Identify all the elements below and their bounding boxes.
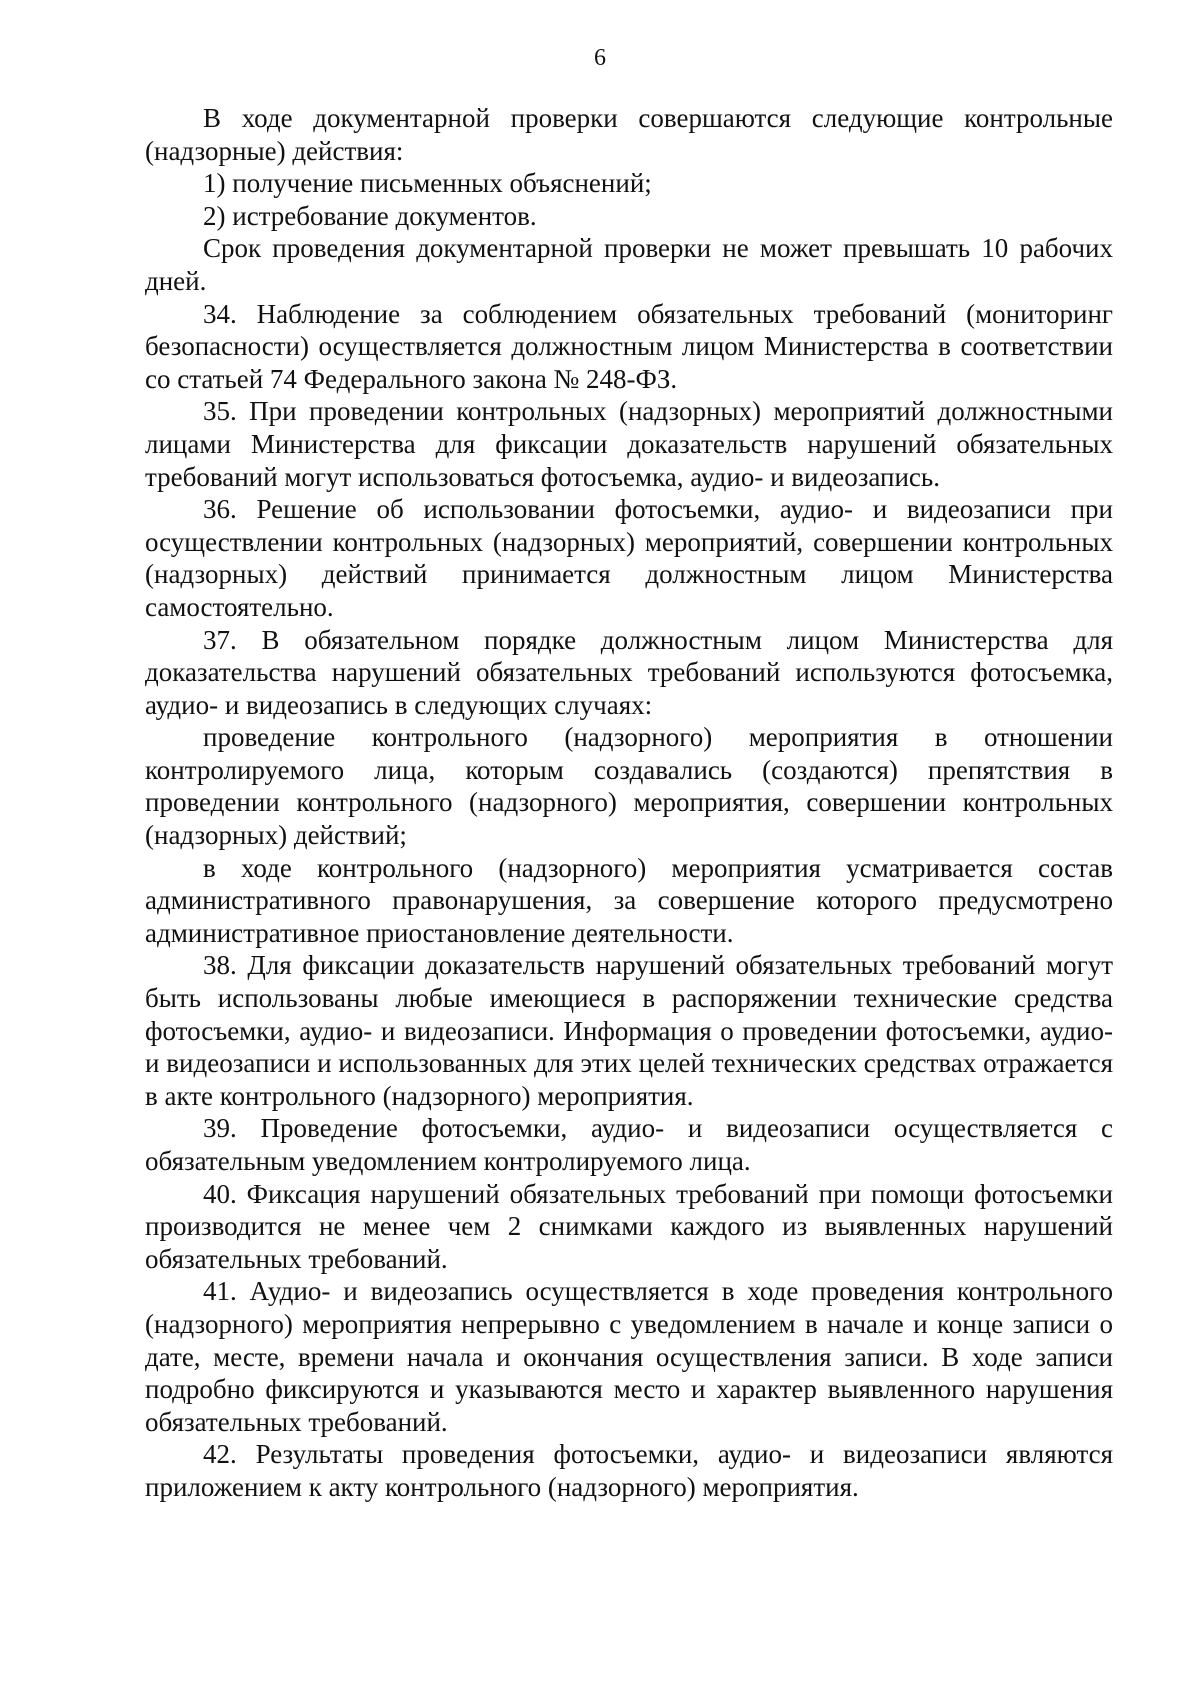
paragraph-term: Срок проведения документарной проверки не может превышать 10 рабочих дней. [145,233,1113,296]
list-item-1: 1) получение письменных объяснений; [203,168,652,199]
paragraph-intro: В ходе документарной проверки совершаются следующие контрольные (надзорные) действия: [145,103,1113,166]
paragraph-40: 40. Фиксация нарушений обязательных требований при помощи фотосъемки производится не менее чем 2 снимками каждого из выявленных нарушений обязательных требований. [145,1178,1113,1274]
page-number: 6 [594,45,606,71]
paragraph-37-case-1: проведение контрольного (надзорного) мероприятия в отношении контролируемого лица, которым создавались (создаются) препятствия в проведении контрольного (надзорного) мероприятия, совершении контрольных (надзорных) действий; [145,722,1113,851]
paragraph-35: 35. При проведении контрольных (надзорных) мероприятий должностными лицами Министерства для фиксации доказательств нарушений обязательных требований могут использоваться фотосъемка, аудио- и видеозапись. [145,396,1113,492]
document-body [145,102,1113,1504]
paragraph-36: 36. Решение об использовании фотосъемки, аудио- и видеозаписи при осуществлении контрольных (надзорных) мероприятий, совершении контрольных (надзорных) действий принимается должностным лицом Министерства самостоятельно. [145,494,1113,622]
paragraph-41: 41. Аудио- и видеозапись осуществляется в ходе проведения контрольного (надзорного) мероприятия непрерывно с уведомлением в начале и конце записи о дате, месте, времени начала и окончания осуществления записи. В ходе записи подробно фиксируются и указываются место и характер выявленного нарушения обязательных требований. [145,1276,1113,1437]
paragraph-37-case-2: в ходе контрольного (надзорного) мероприятия усматривается состав административного правонарушения, за совершение которого предусмотрено административное приостановление деятельности. [145,852,1113,948]
list-item-2: 2) истребование документов. [203,200,537,231]
paragraph-42: 42. Результаты проведения фотосъемки, аудио- и видеозаписи являются приложением к акту контрольного (надзорного) мероприятия. [145,1439,1113,1502]
paragraph-37: 37. В обязательном порядке должностным лицом Министерства для доказательства нарушений обязательных требований используются фотосъемка, аудио- и видеозапись в следующих случаях: [145,624,1113,720]
paragraph-34: 34. Наблюдение за соблюдением обязательных требований (мониторинг безопасности) осуществляется должностным лицом Министерства в соответствии со статьей 74 Федерального закона № 248-ФЗ. [145,298,1113,394]
paragraph-38: 38. Для фиксации доказательств нарушений обязательных требований могут быть использованы любые имеющиеся в распоряжении технические средства фотосъемки, аудио- и видеозаписи. Информация о проведении фотосъемки, аудио- и видеозаписи и использованных для этих целей технических средствах отражается в акте контрольного (надзорного) мероприятия. [145,950,1113,1111]
paragraph-39: 39. Проведение фотосъемки, аудио- и видеозаписи осуществляется с обязательным уведомлением контролируемого лица. [145,1113,1113,1176]
